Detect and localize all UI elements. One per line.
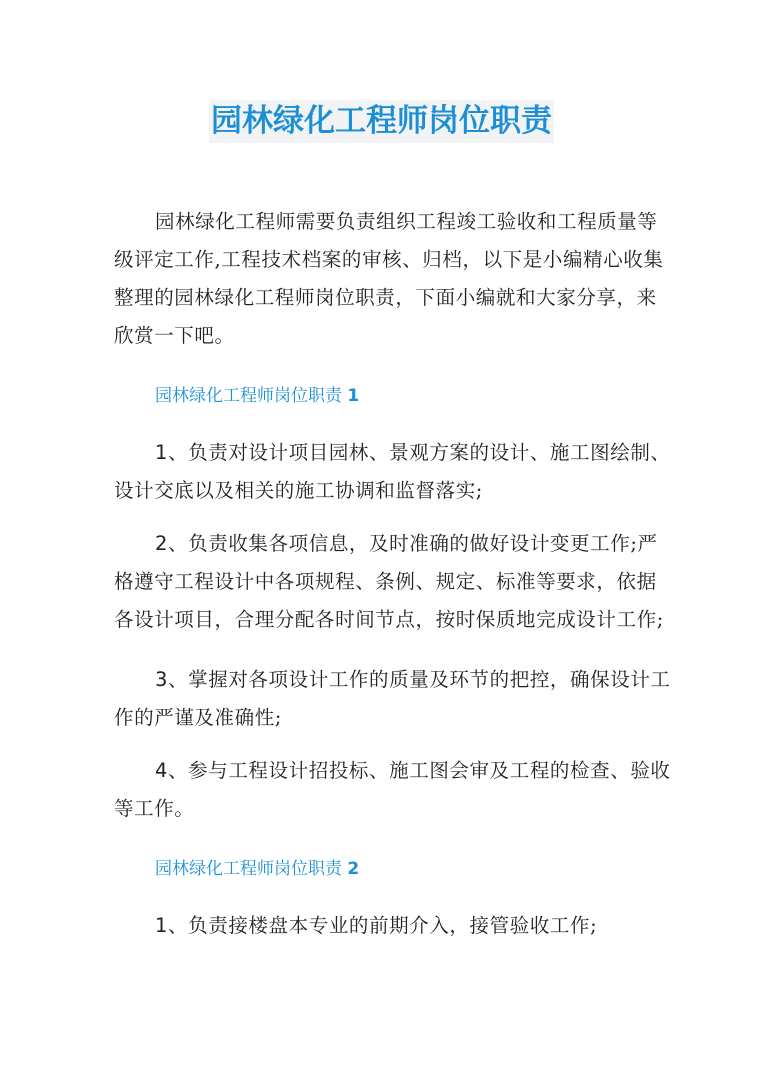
duty-line: 作的严谨及准确性; [114, 706, 282, 729]
duty-item-1-2 [114, 525, 664, 639]
intro-line: 整理的园林绿化工程师岗位职责，下面小编就和大家分享，来 [114, 286, 657, 309]
duty-line: 各设计项目，合理分配各时间节点，按时保质地完成设计工作; [114, 608, 664, 631]
duty-item-1-4 [114, 752, 671, 828]
duty-line: 设计交底以及相关的施工协调和监督落实; [114, 479, 483, 502]
section-heading-2 [155, 854, 359, 884]
duty-line: 1、负责对设计项目园林、景观方案的设计、施工图绘制、 [155, 441, 671, 464]
section-heading-number: 2 [347, 859, 360, 879]
duty-number: 1 [155, 914, 169, 937]
section-heading-1 [155, 381, 359, 411]
section-heading-number: 1 [347, 386, 360, 406]
intro-line: 级评定工作,工程技术档案的审核、归档，以下是小编精心收集 [114, 248, 664, 271]
duty-line: 格遵守工程设计中各项规程、条例、规定、标准等要求，依据 [114, 570, 657, 593]
page-title: 园林绿化工程师岗位职责 [209, 100, 554, 143]
duty-item-2-1 [114, 907, 654, 945]
duty-item-1-1 [114, 434, 671, 510]
duty-item-1-3 [114, 661, 671, 737]
duty-line: 3、掌握对各项设计工作的质量及环节的把控，确保设计工 [155, 668, 671, 691]
title-container [0, 100, 763, 143]
duty-number: 3 [155, 668, 169, 691]
duty-line: 1、负责接楼盘本专业的前期介入，接管验收工作; [155, 914, 598, 937]
intro-paragraph [114, 203, 664, 355]
duty-number: 1 [155, 441, 169, 464]
intro-line: 园林绿化工程师需要负责组织工程竣工验收和工程质量等 [155, 210, 658, 233]
duty-line: 4、参与工程设计招投标、施工图会审及工程的检查、验收 [155, 759, 671, 782]
duty-line: 等工作。 [114, 797, 195, 820]
duty-number: 2 [155, 532, 169, 555]
section-heading-text: 园林绿化工程师岗位职责 [155, 859, 342, 879]
duty-number: 4 [155, 759, 169, 782]
section-heading-text: 园林绿化工程师岗位职责 [155, 386, 342, 406]
duty-line: 2、负责收集各项信息，及时准确的做好设计变更工作;严 [155, 532, 658, 555]
intro-line: 欣赏一下吧。 [114, 324, 235, 347]
